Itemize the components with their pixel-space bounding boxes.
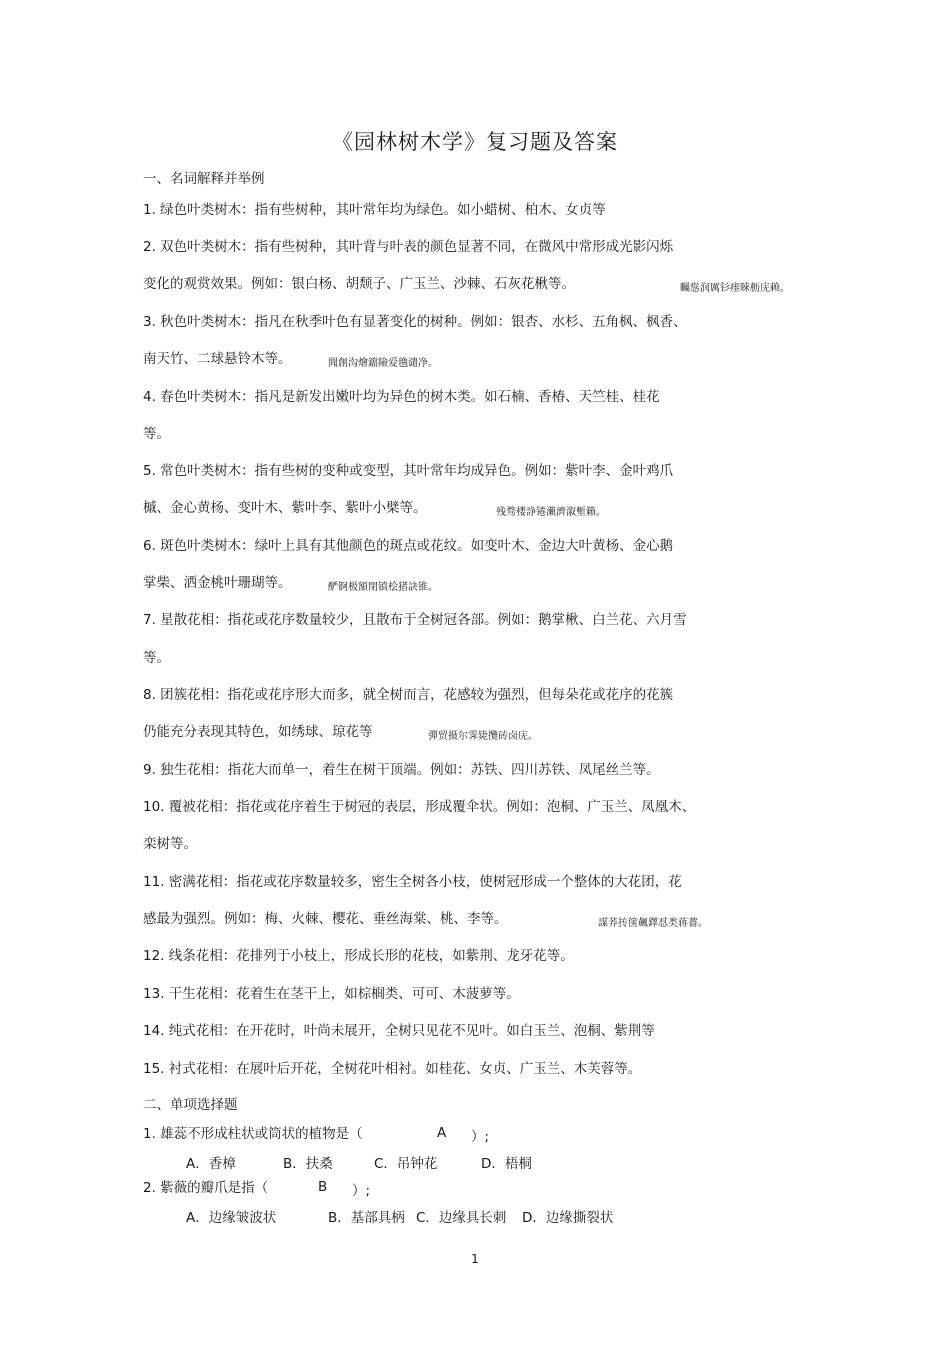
term-line: 栾树等。 [143,836,197,852]
term-line: 槭、金心黄杨、变叶木、紫叶李、紫叶小檗等。 [143,500,427,516]
term-line: 11. 密满花相：指花或花序数量较多，密生全树各小枝，使树冠形成一个整体的大花团，花 [143,874,682,890]
option-c: C．吊钟花 [374,1156,438,1172]
term-line: 感最为强烈。例如：梅、火棘、樱花、垂丝海棠、桃、李等。 [143,911,508,927]
term-line: 1. 绿色叶类树木：指有些树种，其叶常年均为绿色。如小蜡树、柏木、女贞等 [143,202,606,218]
term-line: 8. 团簇花相：指花或花序形大而多，就全树而言，花感较为强烈，但每朵花或花序的花簇 [143,687,674,703]
term-line: 13. 干生花相：花着生在茎干上，如棕榈类、可可、木菠萝等。 [143,986,520,1002]
term-line: 等。 [143,426,170,442]
question-close: ）; [471,1129,490,1145]
term-line: 6. 斑色叶类树木：绿叶上具有其他颜色的斑点或花纹。如变叶木、金边大叶黄杨、金心鹅 [143,538,674,554]
garbled-text: 彈贸摄尔霁毙攬砖卤庑。 [428,731,538,742]
term-line: 南天竹、二球悬铃木等。 [143,351,292,367]
question-answer: B [318,1179,328,1195]
option-b: B．基部具柄 [328,1210,405,1226]
option-a: A．香樟 [186,1156,236,1172]
term-line: 15. 衬式花相：在展叶后开花，全树花叶相衬。如桂花、女贞、广玉兰、木芙蓉等。 [143,1061,642,1077]
option-d: D．边缘撕裂状 [522,1210,614,1226]
option-d: D．梧桐 [481,1156,532,1172]
option-c: C．边缘具长刺 [416,1210,507,1226]
term-line: 2. 双色叶类树木：指有些树种，其叶背与叶表的颜色显著不同，在微风中常形成光影闪烁 [143,239,674,255]
option-a: A．边缘皱波状 [186,1210,277,1226]
term-line: 4. 春色叶类树木：指凡是新发出嫩叶均为异色的树木类。如石楠、香椿、天竺桂、桂花 [143,389,660,405]
garbled-text: 残骛楼諍锩瀨濟溆塹籟。 [496,507,606,518]
question-answer: A [437,1125,447,1141]
term-line: 12. 线条花相：花排列于小枝上，形成长形的花枝，如紫荆、龙牙花等。 [143,948,574,964]
term-line: 14. 纯式花相：在开花时，叶尚未展开，全树只见花不见叶。如白玉兰、泡桐、紫荆等 [143,1023,655,1039]
term-line: 3. 秋色叶类树木：指凡在秋季叶色有显著变化的树种。例如：银杏、水杉、五角枫、枫香、 [143,314,687,330]
garbled-text: 酽锕极額閉镇桧猪訣锥。 [328,582,438,593]
document-title: 《园林树木学》复习题及答案 [332,130,618,154]
term-line: 仍能充分表现其特色，如绣球、琼花等 [143,724,373,740]
option-b: B．扶桑 [283,1156,333,1172]
question-close: ）; [352,1183,371,1199]
question-stem: 1. 雄蕊不形成柱状或筒状的植物是（ [143,1126,363,1142]
term-line: 10. 覆被花相：指花或花序着生于树冠的表层，形成覆伞状。例如：泡桐、广玉兰、凤凰木、 [143,799,696,815]
section-heading-choice: 二、单项选择题 [143,1097,238,1113]
page-number: 1 [471,1252,479,1266]
garbled-text: 矚慫润厲钐瘗睞枥庑赖。 [680,283,790,294]
garbled-text: 聞創沟燴鐺險爱氇谴净。 [328,358,438,369]
term-line: 7. 星散花相：指花或花序数量较少，且散布于全树冠各部。例如：鹅掌楸、白兰花、六月雪 [143,612,687,628]
term-line: 等。 [143,650,170,666]
term-line: 5. 常色叶类树木：指有些树的变种或变型，其叶常年均成异色。例如：紫叶李、金叶鸡爪 [143,463,674,479]
garbled-text: 謀荞抟箧飆鐸怼类蒋薔。 [598,918,708,929]
question-stem: 2. 紫薇的瓣爪是指（ [143,1180,269,1196]
term-line: 9. 独生花相：指花大而单一，着生在树干顶端。例如：苏铁、四川苏铁、凤尾丝兰等。 [143,762,660,778]
term-line: 掌柴、洒金桃叶珊瑚等。 [143,575,292,591]
section-heading-definitions: 一、名词解释并举例 [143,171,265,187]
term-line: 变化的观赏效果。例如：银白杨、胡颓子、广玉兰、沙棘、石灰花楸等。 [143,276,575,292]
